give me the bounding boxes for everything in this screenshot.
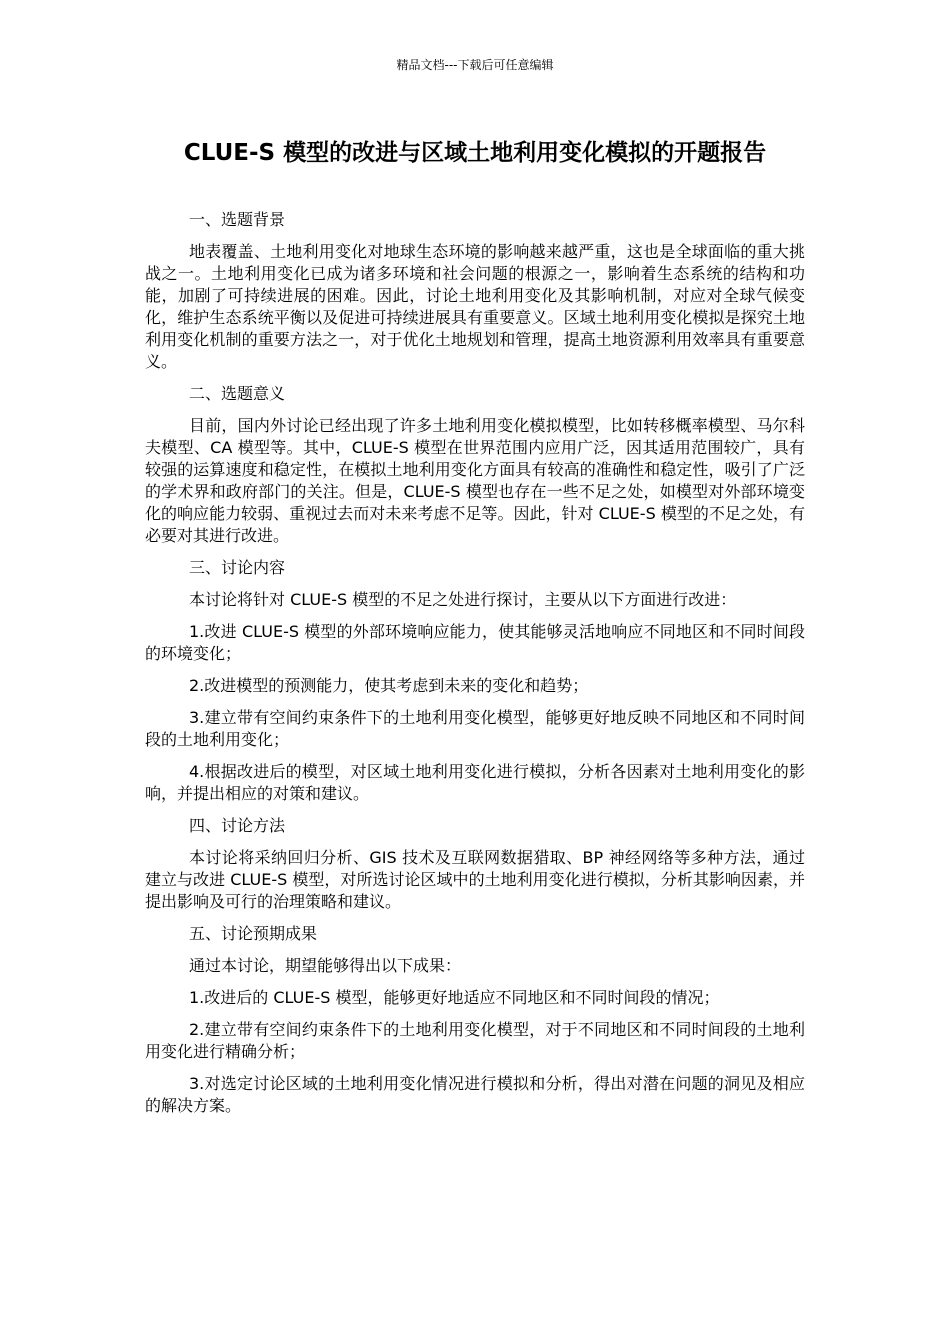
section-heading-method: 四、讨论方法 bbox=[189, 816, 286, 835]
list-item-content-2: 2.改进模型的预测能力，使其考虑到未来的变化和趋势； bbox=[189, 676, 589, 695]
list-item-outcome-1: 1.改进后的 CLUE-S 模型，能够更好地适应不同地区和不同时间段的情况； bbox=[189, 988, 720, 1007]
list-item-outcome-2: 2.建立带有空间约束条件下的土地利用变化模型，对于不同地区和不同时间段的土地利用变化进行精确分析； bbox=[145, 1020, 805, 1061]
section-heading-content: 三、讨论内容 bbox=[189, 558, 286, 577]
document-title: CLUE-S 模型的改进与区域土地利用变化模拟的开题报告 bbox=[183, 140, 767, 166]
paragraph-method: 本讨论将采纳回归分析、GIS 技术及互联网数据猎取、BP 神经网络等多种方法，通过建立与改进 CLUE-S 模型，对所选讨论区域中的土地利用变化进行模拟，分析其影响因素，并提出影响及可行的治理策略和建议。 bbox=[145, 848, 805, 911]
paragraph-content-intro: 本讨论将针对 CLUE-S 模型的不足之处进行探讨，主要从以下方面进行改进： bbox=[189, 590, 737, 609]
list-item-content-3: 3.建立带有空间约束条件下的土地利用变化模型，能够更好地反映不同地区和不同时间段的土地利用变化； bbox=[145, 708, 805, 749]
paragraph-outcomes-intro: 通过本讨论，期望能够得出以下成果： bbox=[189, 956, 462, 975]
list-item-content-4: 4.根据改进后的模型，对区域土地利用变化进行模拟，分析各因素对土地利用变化的影响，并提出相应的对策和建议。 bbox=[145, 762, 805, 803]
section-heading-outcomes: 五、讨论预期成果 bbox=[189, 924, 318, 943]
section-heading-background: 一、选题背景 bbox=[189, 210, 286, 229]
paragraph-background: 地表覆盖、土地利用变化对地球生态环境的影响越来越严重，这也是全球面临的重大挑战之一。土地利用变化已成为诸多环境和社会问题的根源之一，影响着生态系统的结构和功能，加剧了可持续进展的困难。因此，讨论土地利用变化及其影响机制，对应对全球气候变化，维护生态系统平衡以及促进可持续进展具有重要意义。区域土地利用变化模拟是探究土地利用变化机制的重要方法之一，对于优化土地规划和管理，提高土地资源利用效率具有重要意义。 bbox=[145, 242, 805, 371]
document-body bbox=[145, 209, 805, 1127]
list-item-content-1: 1.改进 CLUE-S 模型的外部环境响应能力，使其能够灵活地响应不同地区和不同时间段的环境变化； bbox=[145, 622, 805, 663]
page-header: 精品文档---下载后可任意编辑 bbox=[396, 58, 554, 72]
list-item-outcome-3: 3.对选定讨论区域的土地利用变化情况进行模拟和分析，得出对潜在问题的洞见及相应的解决方案。 bbox=[145, 1074, 805, 1115]
paragraph-significance: 目前，国内外讨论已经出现了许多土地利用变化模拟模型，比如转移概率模型、马尔科夫模型、CA 模型等。其中，CLUE-S 模型在世界范围内应用广泛，因其适用范围较广，具有较强的运算速度和稳定性，在模拟土地利用变化方面具有较高的准确性和稳定性，吸引了广泛的学术界和政府部门的关注。但是，CLUE-S 模型也存在一些不足之处，如模型对外部环境变化的响应能力较弱、重视过去而对未来考虑不足等。因此，针对 CLUE-S 模型的不足之处，有必要对其进行改进。 bbox=[145, 416, 805, 545]
section-heading-significance: 二、选题意义 bbox=[189, 384, 286, 403]
